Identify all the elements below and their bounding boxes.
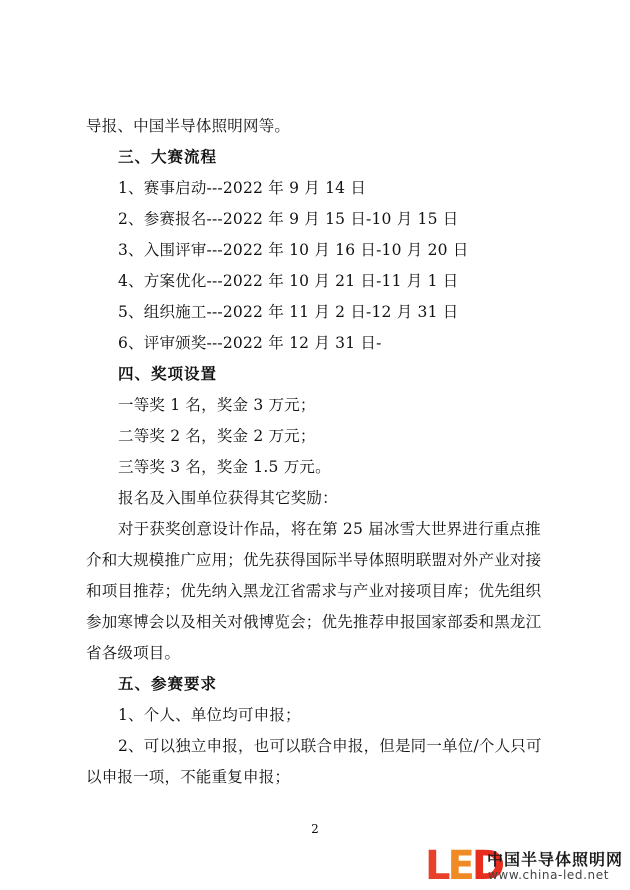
paragraph-line: 以申报一项，不能重复申报；: [86, 768, 291, 786]
text-line: 导报、中国半导体照明网等。: [86, 117, 291, 135]
text-line: 报名及入围单位获得其它奖励：: [118, 489, 338, 507]
paragraph-line: 和项目推荐；优先纳入黑龙江省需求与产业对接项目库；优先组织: [86, 582, 542, 600]
list-item: 三等奖 3 名，奖金 1.5 万元。: [118, 458, 331, 476]
list-item: 4、方案优化---2022 年 10 月 21 日-11 月 1 日: [118, 272, 459, 290]
paragraph-line: 2、可以独立申报，也可以联合申报，但是同一单位/个人只可: [118, 737, 542, 755]
list-item: 6、评审颁奖---2022 年 12 月 31 日-: [118, 334, 382, 352]
paragraph-line: 省各级项目。: [86, 644, 181, 662]
brand-url: www.china-led.net: [488, 868, 610, 882]
section-heading-awards: 四、奖项设置: [118, 365, 218, 383]
paragraph-line: 介和大规模推广应用；优先获得国际半导体照明联盟对外产业对接: [86, 551, 542, 569]
page-number: 2: [311, 822, 319, 836]
logo-letter-l: L: [425, 843, 448, 889]
list-item: 2、参赛报名---2022 年 9 月 15 日-10 月 15 日: [118, 210, 459, 228]
logo-letter-e: E: [447, 843, 472, 889]
section-heading-process: 三、大赛流程: [118, 148, 218, 166]
list-item: 1、个人、单位均可申报；: [118, 706, 301, 724]
list-item: 3、入围评审---2022 年 10 月 16 日-10 月 20 日: [118, 241, 469, 259]
footer-watermark-logo: [425, 842, 625, 888]
logo-letter-d: D: [471, 843, 503, 889]
list-item: 二等奖 2 名，奖金 2 万元；: [118, 427, 316, 445]
section-heading-requirements: 五、参赛要求: [118, 675, 218, 693]
list-item: 5、组织施工---2022 年 11 月 2 日-12 月 31 日: [118, 303, 459, 321]
list-item: 1、赛事启动---2022 年 9 月 14 日: [118, 179, 367, 197]
list-item: 一等奖 1 名，奖金 3 万元；: [118, 396, 316, 414]
paragraph-line: 对于获奖创意设计作品，将在第 25 届冰雪大世界进行重点推: [118, 520, 541, 538]
brand-name: 中国半导体照明网: [487, 850, 624, 869]
paragraph-line: 参加寒博会以及相关对俄博览会；优先推荐申报国家部委和黑龙江: [86, 613, 542, 631]
